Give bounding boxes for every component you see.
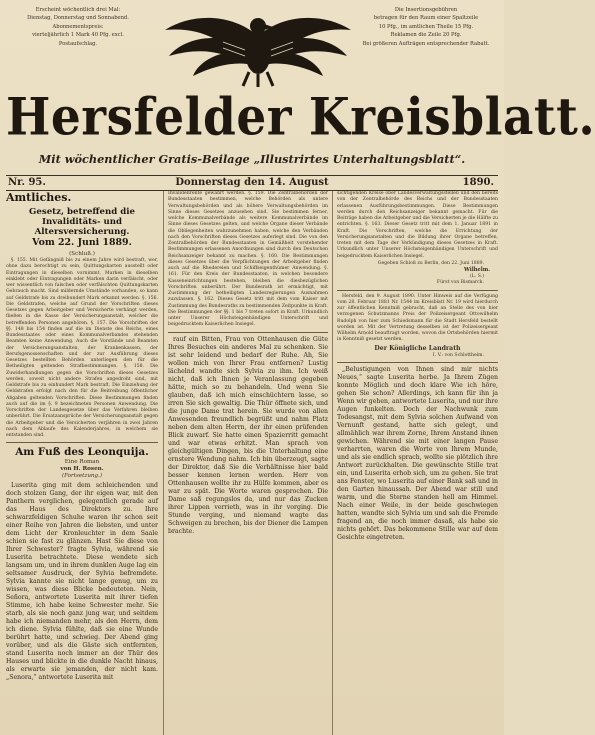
law-text: Invalidenrente gewährt werden. §. 159. Die Zentralbehörden der Bundesstaaten bestimmen, welche Behörden als untere Verwaltungsbehörden und als höhere Verwaltungsbehörden im Sinne dieses Gesetzes anzusehen sind. Sie bestimmen ferner, welche Kommunalverbände als weitere Kommunalverbände im Sinne dieses Gesetzes gelten, und welche Organe dieser Verbände die Obliegenheiten wahrzunehmen haben, welche den Verbänden nach den Vorschriften dieses Gesetzes auferlegt sind. Die von den Zentralbehörden der Bundesstaaten in Gemäßheit vorstehender Bestimmungen erlassenen Anordnungen sind durch den Deutschen Reichsanzeiger bekannt zu machen. §. 160. Die Bestimmungen dieses Gesetzes über die Verpflichtungen der Arbeitgeber finden auch auf die Rhedereien und Schiffseigenthümer Anwendung. §. 161. Für den Kreis der Bundesstaaten, in welchen besondere Kasseneinrichtungen bestehen, bleiben die diesbezüglichen Vorschriften unberührt. Der Bundesrath ist ermächtigt, mit Zustimmung der betheiligten Landesregierungen Ausnahmen zuzulassen. §. 162. Dieses Gesetz tritt mit dem vom Kaiser mit Zustimmung des Bundesraths zu bestimmenden Zeitpunkte in Kraft. Die Bestimmungen der §§. 1 bis 7 treten sofort in Kraft. Urkundlich unter Unserer Höchsteigenhändigen Unterschrift und beigedrucktem Kaiserlichen Insiegel. — [168, 191, 328, 328]
info-line: Abonnementspreis: — [52, 23, 104, 30]
issue-year: 1890. — [462, 177, 494, 188]
section-rule — [6, 442, 158, 443]
story-title: Am Fuß des Leonquija. — [15, 446, 149, 459]
law-title: Gesetz, betreffend die — [29, 207, 135, 217]
story-text: rauf ein Bitten, Frau von Ottenhausen die Güte Ihres Besuches ein anderes Mal zu schenken. Sie ist sehr leidend und bedarf der Ruhe. Ah, Sie wollen mich von Ihrer Frau entfernen? Lustig lächelnd wandte sich Sylvia zu ihm. Ich weiß nicht, daß ich Ihnen je Veranlassung gegeben hätte, mich so zu behandeln. Und wenn Sie glauben, daß ich mich einschüchtern lasse, so irren Sie sich gewaltig. Die Thür öffnete sich, und die junge Dame trat herein. Sie wurde von allen Anwesenden freundlich begrüßt und nahm Platz neben dem alten Herrn, der ihr einen prüfenden Blick zuwarf. Sie hatte einen Spazierritt gemacht und war etwas erhitzt. Man sprach von gleichgültigen Dingen, bis die Unterhaltung eine ernstere Wendung nahm. Ich bin überzeugt, sagte der Direktor, daß Sie die Verhältnisse hier bald besser kennen lernen werden. Herr von Ottenhausen wollte ihr zu Hülfe kommen, aber es war zu spät. Die Worte waren gesprochen. Die Dame saß regungslos da, und nur das Zucken ihrer Lippen verrieth, was in ihr vorging. Die Stunde verging, und niemand wagte das Schweigen zu brechen, bis der Diener die Lampen brachte. — [168, 335, 328, 535]
section-heading: Amtliches. — [6, 191, 72, 204]
eagle-emblem-icon — [163, 6, 353, 88]
law-sign-place: Gegeben Schloß zu Berlin, den 22. Juni 1889. — [377, 260, 484, 266]
dateline — [6, 175, 498, 191]
law-sign-seal: (L. S.) — [470, 274, 484, 279]
story-text: Luserita ging mit dem schleichenden und doch stolzen Gang, der ihr eigen war, mit den Panthern verglichen, gelegentlich gerade auf das Haus des Direktors zu. Ihre schwarzfeldigen Schuhe waren ihr schon seit einer Reihe von Jahren die liebsten, und unter dem Licht der Kronleuchter in dem Saale schien sie fast zu glänzen. Hast Sie diese von Ihrer Schwester? fragte Sylvia, während sie Luserita betrachtete. Diese wendete sich langsam um, und in ihrem dunklen Auge lag ein seltsamer Ausdruck, der Sylvia befremdete. Sylvia kannte sie nicht lange genug, um zu wissen, was diese Blicke bedeuteten. Nein, Señora, antwortete Luserita mit ihrer tiefen Stimme, ich habe keine Schwester mehr. Sie starb, als sie noch ganz jung war, und seitdem habe ich niemanden mehr, als den Herrn, dem ich diene. Sylvia fühlte, daß sie eine Wunde berührt hatte, und schwieg. Der Abend ging vorüber, und als die Gäste sich entfernten, stand Luserita noch immer an der Thür des Hauses und blickte in die dunkle Nacht hinaus, als erwarte sie jemanden, der nicht kam. „Senora,“ antwortete Luserita mit — [6, 482, 158, 682]
column-divider — [163, 191, 164, 735]
issue-date: Donnerstag den 14. August — [175, 177, 329, 188]
column-divider — [332, 191, 333, 735]
article-columns — [6, 191, 498, 735]
advertising-rates — [360, 6, 492, 48]
law-text: §. 155. Mit Gefängniß bis zu einem Jahre wird bestraft, wer, ohne dazu berechtigt zu sein, Quittungskarten ausstellt oder Eintragungen in dieselben vornimmt, Marken in dieselben einklebt oder Eintragungen oder Marken darin verfälscht, oder wer wissentlich von falschen oder verfälschten Quittungskarten Gebrauch macht. Sind mildernde Umstände vorhanden, so kann auf Geldstrafe bis zu dreihundert Mark erkannt werden. §. 156. Die Geldstrafen, welche auf Grund der Vorschriften dieses Gesetzes gegen Arbeitgeber und Versicherte verhängt werden, fließen in die Kasse der Versicherungsanstalt, welcher die betreffenden Personen angehören. §. 157. Die Vorschriften der §§. 148 bis 154 finden auf die im Dienste des Reichs, eines Bundesstaates oder eines Kommunalverbandes stehenden Beamten keine Anwendung. Auch die Vorstände und Beamten der Versicherungsanstalten, der Krankenkassen, der Berufsgenossenschaften und der zur Ausführung dieses Gesetzes bestellten Behörden unterliegen den für die Betheiligten geltenden Strafbestimmungen. §. 158. Die Zuwiderhandlungen gegen die Vorschriften dieses Gesetzes werden, soweit nicht andere Strafen angedroht sind, mit Geldstrafe bis zu einhundert Mark bestraft. Die Einziehung der Geldstrafen erfolgt nach den für die Beitreibung öffentlicher Abgaben geltenden Vorschriften. Diese Bestimmungen finden auch auf die im §. 9 bezeichneten Personen Anwendung. Die Vorschriften der Landesgesetze über das Verfahren bleiben unberührt. Die Ersatzansprüche der Versicherungsanstalt gegen die Arbeitgeber und die Versicherten verjähren in zwei Jahren nach dem Ablaufe des Kalenderjahres, in welchem sie entstanden sind. — [6, 258, 158, 438]
masthead — [6, 4, 595, 190]
newspaper-title: Hersfelder Kreisblatt. — [6, 87, 595, 148]
info-line: betragen für den Raum einer Spaltzeile — [373, 15, 479, 22]
info-line: Reklamen die Zeile 20 Pfg. — [390, 32, 462, 39]
info-line: Dienstag, Donnerstag und Sonnabend. — [27, 15, 129, 22]
info-line: Bei größeren Aufträgen entsprechender Rabatt. — [362, 40, 490, 47]
info-line: Postaufschlag. — [58, 40, 98, 47]
section-rule — [337, 290, 498, 291]
newspaper-subtitle: Mit wöchentlicher Gratis-Beilage „Illustrirtes Unterhaltungsblatt“. — [38, 152, 466, 166]
story-continuation: (Fortsetzung.) — [61, 473, 103, 480]
story-byline: von H. Rosen. — [60, 466, 104, 473]
law-continuation: (Schluß.) — [69, 251, 95, 257]
info-line: Erscheint wöchentlich drei Mal: — [35, 7, 121, 13]
law-text: sichtigenden Kreise ober Landesverwaltungsstellen und den bereits von der Zentralbehörde des Reichs und der Bundesstaaten erlassenen Ausführungsbestimmungen. Diese Bestimmungen werden durch den Reichsanzeiger bekannt gemacht. Für die Beiträge haben die Arbeitgeber und die Versicherten je die Hälfte zu entrichten. §. 163. Dieser Gesetz tritt mit dem 1. Januar 1891 in Kraft. Die Vorschriften, welche die Errichtung der Versicherungsanstalten und die Bildung ihrer Organe betreffen, treten mit dem Tage der Verkündigung dieses Gesetzes in Kraft. Urkundlich unter Unserer Höchsteigenhändigen Unterschrift und beigedrucktem Kaiserlichen Insiegel. — [337, 191, 498, 259]
law-sign-name: Wilhelm. — [463, 267, 490, 273]
notice-signature: Der Königliche Landrath — [374, 344, 461, 352]
section-rule — [168, 332, 328, 333]
story-subtitle: Eine Roman — [64, 459, 100, 466]
notice-text: Hersfeld, den 9. August 1890. Unter Hinweis auf die Verfügung vom 28. Februar 1881 Nr. 1544 im Kreisblatt Nr. 19 wird hierdurch zur öffentlichen Kenntniß gebracht, daß an Stelle des von hier verzogenen Schutzmanns Preis der Polizeisergeant Ottowilhelm Rudolph von hier zum Schiedsmann für die Stadt Hersfeld bestellt worden ist. Mit der Vertretung desselben ist der Polizeisergeant Wilhelm Arnold beauftragt worden, wovon die Ortsbehörden hiermit in Kenntniß gesetzt werden. — [337, 293, 498, 343]
subscription-info — [12, 6, 144, 48]
law-title: Invaliditäts- und Altersversicherung. — [34, 217, 130, 237]
story-text: „Belustigungen von Ihnen sind mir nichts Neues,“ sagte Luserita herbe. Ja Ihrem Zügen konnte Möglich und doch klare Wie ich höre, gehen Sie schon? Allerdings, ich kann für ihn ja Wenn wir gehen, antwortete Luserita, und nur ihre Augen funkelten. Doch der Nachwunk zum Todesangst, mit dem Sylvia solchen Aufwand von Vernunft gestand, hatte sich gelegt, und allmählich war ihrem Zorne, Ihrem Anstand ihnen gewichen. Während sie mit einer langen Pause verharrten, waren die Worte von Ihrem Munde, und als sie endlich sprach, wollte sie plötzlich ihre Antwort zurückhalten. Die gewünschte Stille trat ein, und Luserita erhob sich, um zu gehen. Sie trat ans Fenster, wo Luserita auf einer Bank saß und in den Garten hinaussah. Der Abend war still und warm, und die Sterne standen hell am Himmel. Nach einer Weile, in der beide geschwiegen hatten, wandte sich Sylvia um und sah die Fremde fragend an, die noch immer dasaß, als habe sie nichts gehört. Das bekommene Stille war auf dem Gesichte eingetreten. — [337, 365, 498, 541]
section-rule — [337, 362, 498, 363]
info-line: 10 Pfg., im amtlichen Theile 15 Pfg. — [378, 23, 474, 30]
notice-signature-deputy: I. V.: von Schlottheim. — [432, 352, 484, 358]
issue-number: Nr. 95. — [8, 177, 46, 188]
info-line: Die Insertionsgebühren — [394, 7, 458, 13]
law-date: Vom 22. Juni 1889. — [32, 237, 132, 248]
column-1 — [6, 191, 158, 735]
column-3 — [337, 191, 498, 735]
info-line: vierteljährlich 1 Mark 40 Pfg. excl. — [32, 32, 124, 39]
law-countersign: Fürst von Bismarck. — [436, 280, 484, 286]
column-2 — [168, 191, 328, 735]
